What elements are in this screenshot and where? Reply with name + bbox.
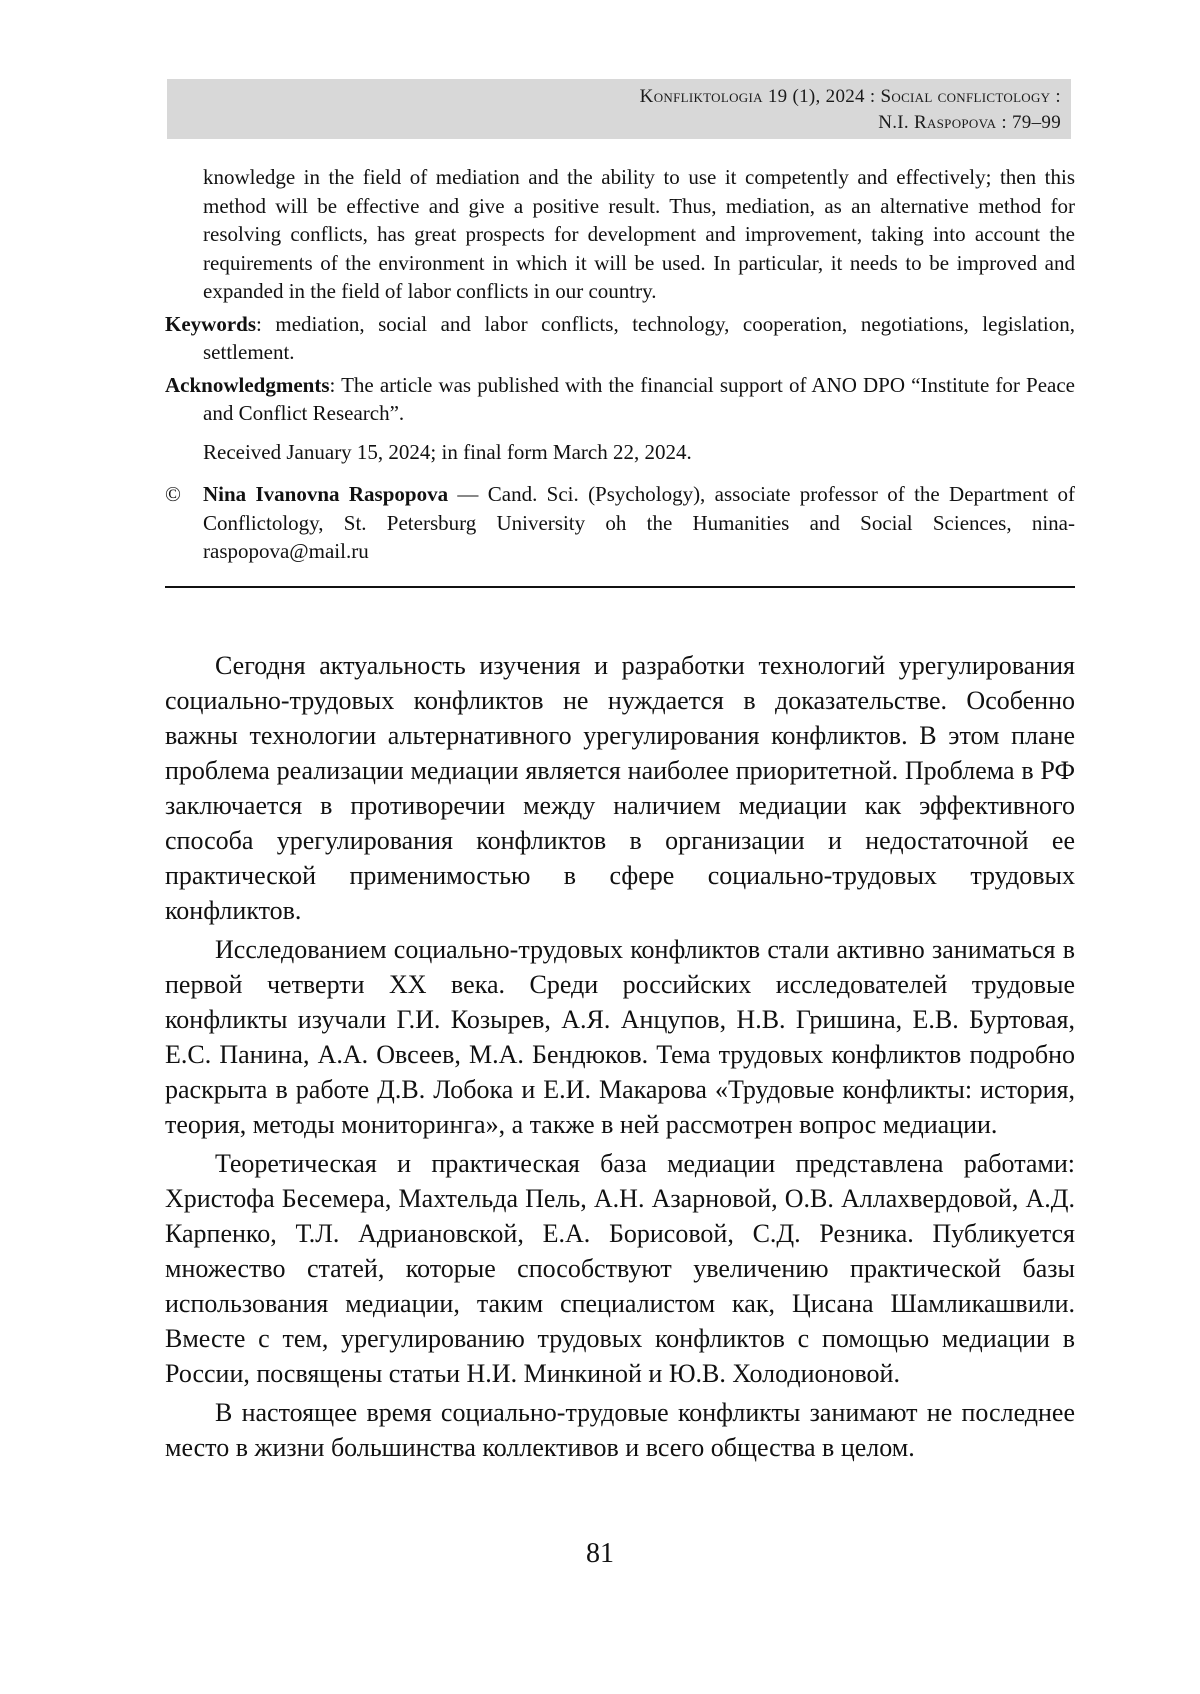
running-header [167,79,1071,139]
copyright-symbol: © [165,482,181,506]
running-header-journal: Konfliktologia 19 (1), 2024 : Social conflictology : [639,86,1061,107]
author-details: — Cand. Sci. (Psychology), associate professor of the Department of Conflictology, St. Petersburg University oh the Humanities and Social Sciences, nina-raspopova@mail.ru [203,482,1075,563]
body-paragraph: В настоящее время социально-трудовые конфликты занимают не последнее место в жизни большинства коллективов и всего общества в целом. [165,1398,1075,1462]
article-body [165,648,1075,1469]
body-paragraph: Исследованием социально-трудовых конфликтов стали активно заниматься в первой четверти XX века. Среди российских исследователей трудовые конфликты изучали Г.И. Козырев, А.Я. Анцупов, Н.В. Гришина, Е.В. Буртовая, Е.С. Панина, А.А. Овсеев, М.А. Бендюков. Тема трудовых конфликтов подробно раскрыта в работе Д.В. Лобока и Е.И. Макарова «Трудовые конфликты: история, теория, методы мониторинга», а также в ней рассмотрен вопрос медиации. [165,935,1075,1139]
page-number: 81 [586,1538,614,1569]
keywords [165,310,1075,367]
received-dates: Received January 15, 2024; in final form March 22, 2024. [203,439,692,464]
keywords-text: : mediation, social and labor conflicts, technology, cooperation, negotiations, legislation, settlement. [203,311,1075,364]
section-divider [165,586,1075,588]
author-info [165,480,1075,566]
running-header-author-pages: N.I. Raspopova : 79–99 [878,112,1061,133]
author-name: Nina Ivanovna Raspopova [203,482,449,506]
abstract-text: knowledge in the field of mediation and the ability to use it competently and effectively; then this method will be effective and give a positive result. Thus, mediation, as an alternative method for resolving conflicts, has great prospects for development and improvement, taking into account the requirements of the environment in which it will be used. In particular, it needs to be improved and expanded in the field of labor conflicts in our country. [203,165,1075,303]
acknowledgments-label: Acknowledgments [165,372,330,397]
keywords-label: Keywords [165,311,256,336]
acknowledgments [165,371,1075,428]
body-paragraph: Теоретическая и практическая база медиации представлена работами: Христофа Бесемера, Махтельда Пель, А.Н. Азарновой, О.В. Аллахвердовой, А.Д. Карпенко, Т.Л. Адриановской, Е.А. Борисовой, С.Д. Резника. Публикуется множество статей, которые способствуют увеличению практической базы использования медиации, таким специалистом как, Цисана Шамликашвили. Вместе с тем, урегулированию трудовых конфликтов с помощью медиации в России, посвящены статьи Н.И. Минкиной и Ю.В. Холодионовой. [165,1149,1075,1388]
abstract-section [165,163,1075,566]
acknowledgments-text: : The article was published with the financial support of ANO DPO “Institute for Peace and Conflict Research”. [203,372,1075,425]
body-paragraph: Сегодня актуальность изучения и разработки технологий урегулирования социально-трудовых конфликтов не нуждается в доказательстве. Особенно важны технологии альтернативного урегулирования конфликтов. В этом плане проблема реализации медиации является наиболее приоритетной. Проблема в РФ заключается в противоречии между наличием медиации как эффективного способа урегулирования конфликтов в организации и недостаточной ее практической применимостью в сфере социально-трудовых трудовых конфликтов. [165,651,1075,925]
